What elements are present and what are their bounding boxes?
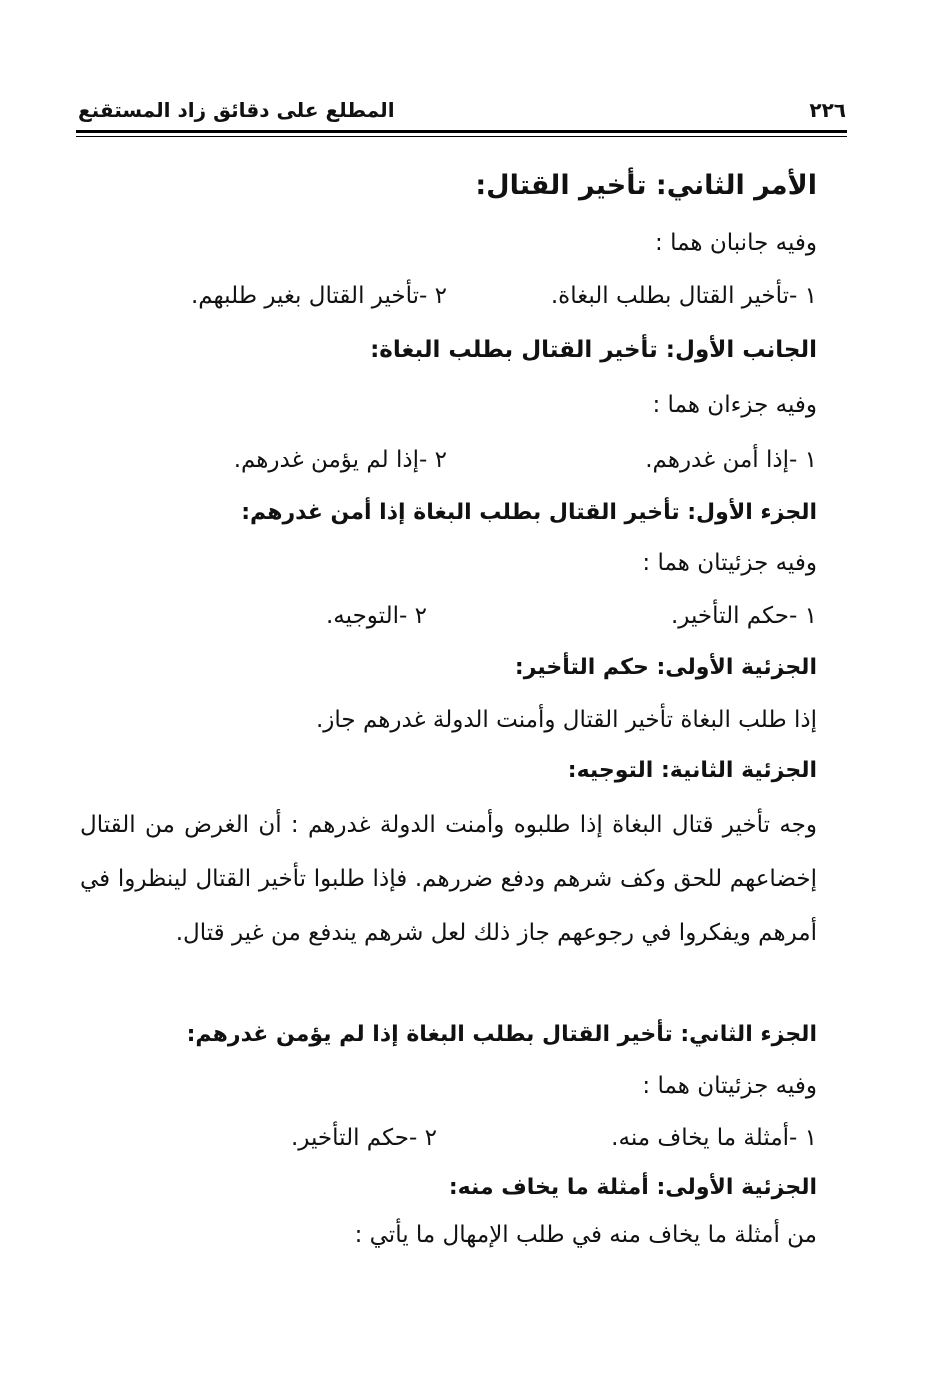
list-item: ٢ -تأخير القتال بغير طلبهم. [190, 283, 447, 309]
list-item: ٢ -التوجيه. [326, 603, 427, 629]
list-row [177, 283, 817, 319]
list-item: ١ -أمثلة ما يخاف منه. [611, 1125, 817, 1151]
list-item: ١ -تأخير القتال بطلب البغاة. [550, 283, 817, 309]
list-row [177, 1125, 817, 1161]
section-heading: الجزء الثاني: تأخير القتال بطلب البغاة إذا لم يؤمن غدرهم: [186, 1022, 817, 1047]
section-heading: الجزئية الأولى: حكم التأخير: [514, 655, 817, 680]
page-number: ٢٢٦ [809, 98, 846, 122]
body-paragraph: وجه تأخير قتال البغاة إذا طلبوه وأمنت الدولة غدرهم : أن الغرض من القتال إخضاعهم للحق وكف شرهم ودفع ضررهم. فإذا طلبوا تأخير القتال لينظروا في أمرهم ويفكروا في رجوعهم جاز ذلك لعل شرهم يندفع من غير قتال. [80, 812, 817, 946]
list-item: ٢ -حكم التأخير. [290, 1125, 437, 1151]
list-row [177, 603, 817, 639]
intro-text: وفيه جزئيتان هما : [642, 550, 817, 576]
header-rule-thick [76, 130, 847, 133]
intro-text: وفيه جانبان هما : [655, 230, 817, 256]
intro-text: وفيه جزئيتان هما : [642, 1073, 817, 1099]
list-item: ١ -حكم التأخير. [670, 603, 817, 629]
body-text: إذا طلب البغاة تأخير القتال وأمنت الدولة غدرهم جاز. [315, 707, 817, 733]
intro-text: وفيه جزءان هما : [652, 392, 817, 418]
header-rule-thin [76, 136, 847, 137]
section-heading: الجزء الأول: تأخير القتال بطلب البغاة إذا أمن غدرهم: [241, 500, 817, 525]
list-item: ٢ -إذا لم يؤمن غدرهم. [233, 447, 447, 473]
list-row [177, 447, 817, 483]
list-item: ١ -إذا أمن غدرهم. [645, 447, 817, 473]
heading-main: الأمر الثاني: تأخير القتال: [475, 170, 817, 201]
section-heading: الجانب الأول: تأخير القتال بطلب البغاة: [370, 337, 817, 363]
section-heading: الجزئية الثانية: التوجيه: [567, 758, 817, 783]
section-heading: الجزئية الأولى: أمثلة ما يخاف منه: [448, 1175, 817, 1200]
page-header [78, 92, 846, 130]
running-title: المطلع على دقائق زاد المستقنع [78, 98, 395, 122]
body-text: من أمثلة ما يخاف منه في طلب الإمهال ما يأتي : [354, 1222, 817, 1248]
